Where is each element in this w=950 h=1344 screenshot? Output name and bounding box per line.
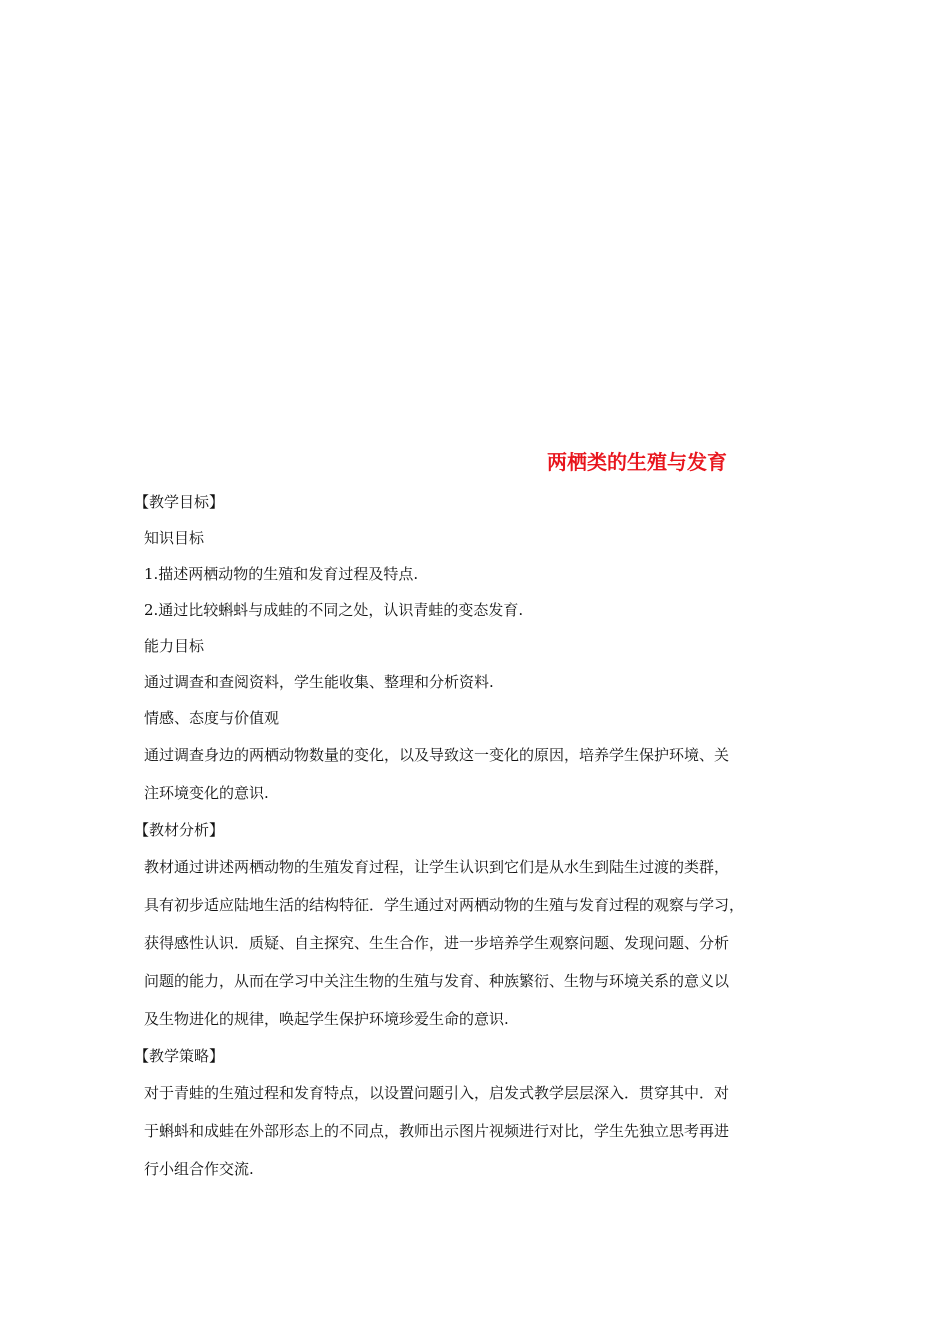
document-body [134,484,810,1188]
subheading-emotion-values: 情感、态度与价值观 [144,709,280,727]
material-analysis-line-4: 问题的能力，从而在学习中关注生物的生殖与发育、种族繁衍、生物与环境关系的意义以 [144,972,730,990]
section-heading-material-analysis: 【教材分析】 [134,821,225,839]
material-analysis-line-3: 获得感性认识．质疑、自主探究、生生合作，进一步培养学生观察问题、发现问题、分析 [144,934,730,952]
subheading-knowledge-goals: 知识目标 [144,529,205,547]
teaching-strategy-line-1: 对于青蛙的生殖过程和发育特点，以设置问题引入，启发式教学层层深入．贯穿其中．对 [144,1084,730,1102]
ability-goal-text: 通过调查和查阅资料，学生能收集、整理和分析资料. [144,673,494,691]
emotion-values-text-line-1: 通过调查身边的两栖动物数量的变化，以及导致这一变化的原因，培养学生保护环境、关 [144,746,730,764]
section-heading-teaching-strategy: 【教学策略】 [134,1047,225,1065]
section-heading-teaching-goals: 【教学目标】 [134,493,225,511]
material-analysis-line-2: 具有初步适应陆地生活的结构特征．学生通过对两栖动物的生殖与发育过程的观察与学习， [144,896,745,914]
knowledge-goal-2: 2.通过比较蝌蚪与成蛙的不同之处，认识青蛙的变态发育. [144,601,524,619]
knowledge-goal-1: 1.描述两栖动物的生殖和发育过程及特点. [144,565,419,583]
material-analysis-line-5: 及生物进化的规律，唤起学生保护环境珍爱生命的意识. [144,1010,509,1028]
page-title: 两栖类的生殖与发育 [547,450,727,474]
material-analysis-line-1: 教材通过讲述两栖动物的生殖发育过程，让学生认识到它们是从水生到陆生过渡的类群， [144,858,730,876]
subheading-ability-goals: 能力目标 [144,637,205,655]
emotion-values-text-line-2: 注环境变化的意识. [144,784,269,802]
teaching-strategy-line-3: 行小组合作交流. [144,1160,254,1178]
teaching-strategy-line-2: 于蝌蚪和成蛙在外部形态上的不同点，教师出示图片视频进行对比，学生先独立思考再进 [144,1122,730,1140]
